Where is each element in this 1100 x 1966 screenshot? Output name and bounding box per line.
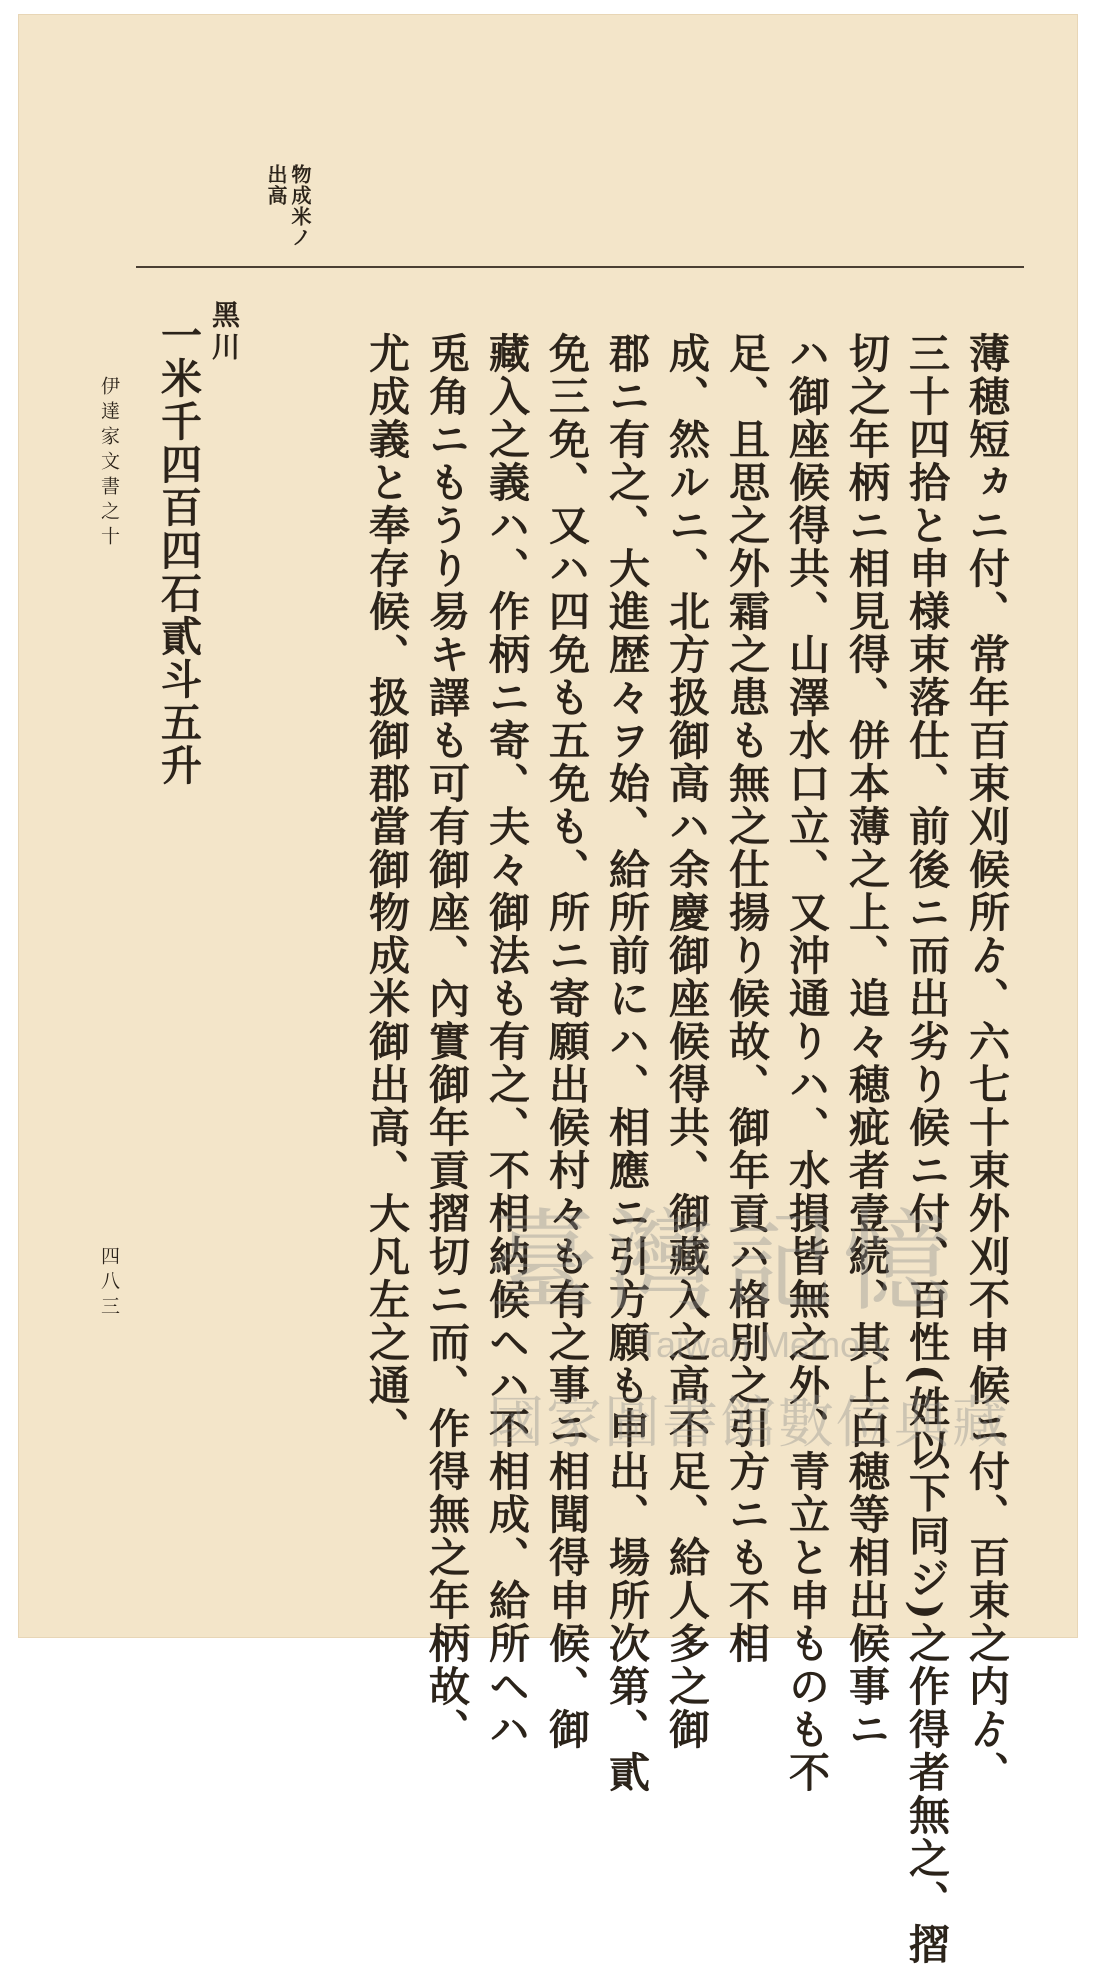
text-column-3: 切之年柄ニ相見得、併本薄之上、追々穂疵者壹続、其上白穂等相出候事ニ (842, 332, 890, 1751)
text-column-1: 薄穂短ヵニ付、常年百束刈候所ゟ、六七十束外刈不申候ニ付、百束之内ゟ、 (962, 332, 1010, 1794)
text-column-10: 兎角ニもうり易キ譯も可有御座、內實御年貢摺切ニ而、作得無之年柄故、 (422, 332, 470, 1751)
text-column-2: 三十四拾と申様束落仕、前後ニ而出劣り候ニ付、百性(姓以下同ジ)之作得者無之、摺 (902, 332, 950, 1966)
watermark-logo: 臺灣記憶 (488, 1198, 960, 1326)
page-number: 四八三 (98, 1246, 120, 1321)
watermark-chinese: 國家圖書館數位典藏 (488, 1391, 1010, 1456)
scanned-page (18, 14, 1078, 1966)
text-column-9: 藏入之義ハ、作柄ニ寄、夫々御法も有之、不相納候ヘハ不相成、給所ヘハ (482, 332, 530, 1751)
text-column-4: ハ御座候得共、山澤水口立、又沖通りハ、水損皆無之外、青立と申ものも不 (782, 332, 830, 1794)
text-column-11: 尤成義と奉存候、扱御郡當御物成米御出高、大凡左之通、 (362, 332, 410, 1450)
book-title-footer: 伊達家文書之十 (98, 376, 120, 551)
marginal-note-line-2: 出高 (264, 164, 288, 206)
text-column-7: 郡ニ有之、大進歴々ヲ始、給所前にハ、相應ニ引方願も申出、場所次第、貳 (602, 332, 650, 1794)
quantity-entry: 一米千四百四石貳斗五升 (154, 314, 202, 787)
text-column-6: 成、然ルニ、北方扱御高ハ余慶御座候得共、御藏入之高不足、給人多之御 (662, 332, 710, 1751)
text-column-5: 足、且思之外霜之患も無之仕揚り候故、御年貢ハ格別之引方ニも不相 (722, 332, 770, 1665)
marginal-note-line-1: 物成米ノ (288, 164, 312, 248)
place-name: 黑川 (208, 300, 241, 364)
text-column-8: 免三免、又ハ四免も五免も、所ニ寄願出候村々も有之事ニ相聞得申候、御 (542, 332, 590, 1751)
watermark-english: Taiwan Memory (638, 1324, 891, 1365)
header-rule (136, 266, 1024, 268)
